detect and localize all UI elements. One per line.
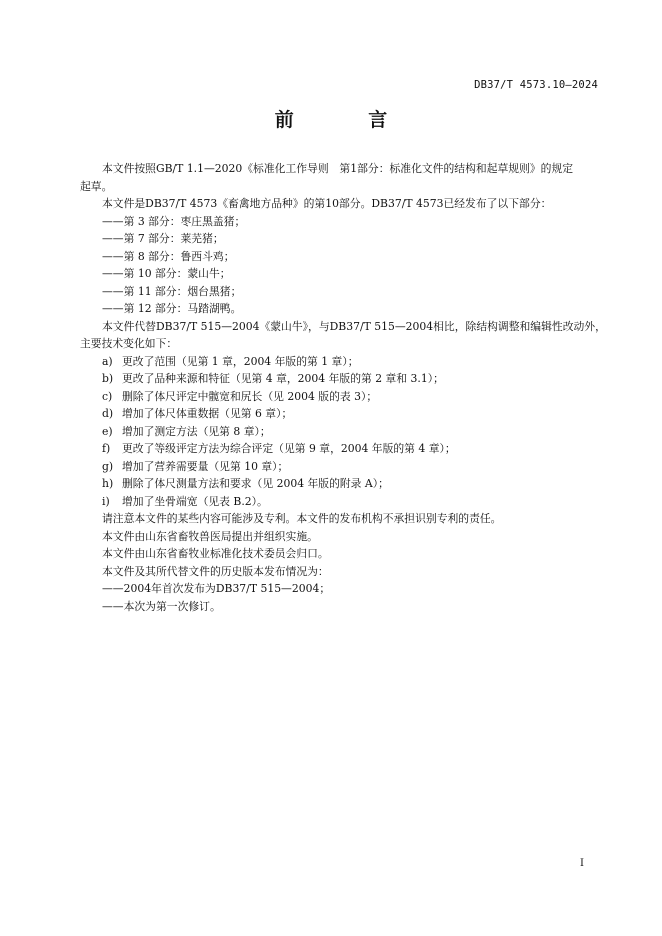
item-label: c) <box>102 389 113 403</box>
item-label: f) <box>102 442 111 455</box>
item-label: a) <box>102 354 113 368</box>
list-item <box>80 440 600 458</box>
published-parts-list <box>80 213 600 318</box>
page-title: 前 言 <box>274 109 422 131</box>
list-item: ——第 7 部分：莱芜猪； <box>102 232 224 245</box>
list-item <box>80 423 600 441</box>
list-item: ——第 3 部分：枣庄黑盖猪； <box>102 214 246 228</box>
paragraph-standard-basis-cont: 起草。 <box>80 179 113 193</box>
list-item <box>80 370 600 388</box>
item-text: 增加了营养需要量（见第 10 章）； <box>122 459 289 473</box>
list-item: ——第 8 部分：鲁西斗鸡； <box>102 249 235 263</box>
paragraph-technical-committee: 本文件由山东省畜牧业标准化技术委员会归口。 <box>102 547 329 560</box>
paragraph-patent-notice: 请注意本文件的某些内容可能涉及专利。本文件的发布机构不承担识别专利的责任。 <box>102 512 502 525</box>
item-label: d) <box>102 407 114 420</box>
technical-changes-list <box>80 353 600 511</box>
list-item: ——第 10 部分：蒙山牛； <box>102 267 231 280</box>
item-text: 更改了范围（见第 1 章，2004 年版的第 1 章）； <box>122 354 359 368</box>
item-text: 增加了测定方法（见第 8 章）； <box>122 424 271 438</box>
list-item <box>80 405 600 423</box>
history-item: ——2004年首次发布为DB37/T 515—2004； <box>102 582 331 595</box>
page-number: I <box>580 858 584 869</box>
item-text: 更改了等级评定方法为综合评定（见第 9 章，2004 年版的第 4 章）； <box>122 442 456 455</box>
document-number: DB37/T 4573.10—2024 <box>474 79 598 91</box>
paragraph-history-intro: 本文件及其所代替文件的历史版本发布情况为： <box>102 564 329 578</box>
list-item: ——第 11 部分：烟台黑猪； <box>102 284 242 298</box>
item-label: i) <box>102 494 110 508</box>
paragraph-replacement: 本文件代替DB37/T 515—2004《蒙山牛》，与DB37/T 515—2004相比，除结构调整和编辑性改动外， <box>102 319 606 333</box>
list-item <box>80 475 600 493</box>
item-label: e) <box>102 424 113 438</box>
list-item: ——第 12 部分：马踏湖鸭。 <box>102 302 242 315</box>
item-text: 更改了品种来源和特征（见第 4 章，2004 年版的第 2 章和 3.1）； <box>122 372 444 385</box>
item-text: 删除了体尺评定中髋宽和尻长（见 2004 版的表 3）； <box>122 389 378 403</box>
paragraph-series-intro: 本文件是DB37/T 4573《畜禽地方品种》的第10部分。DB37/T 4573已经发布了以下部分： <box>102 197 552 210</box>
list-item <box>80 458 600 476</box>
item-text: 增加了体尺体重数据（见第 6 章）； <box>122 407 293 420</box>
list-item <box>80 353 600 371</box>
item-text: 增加了坐骨端宽（见表 B.2）。 <box>122 494 268 508</box>
item-text: 删除了体尺测量方法和要求（见 2004 年版的附录 A）； <box>122 477 389 490</box>
list-item <box>80 493 600 511</box>
item-label: g) <box>102 459 114 473</box>
history-item: ——本次为第一次修订。 <box>102 599 221 613</box>
paragraph-proposer: 本文件由山东省畜牧兽医局提出并组织实施。 <box>102 529 318 543</box>
paragraph-standard-basis: 本文件按照GB/T 1.1—2020《标准化工作导则 第1部分：标准化文件的结构和起草规则》的规定 <box>102 162 574 175</box>
item-label: b) <box>102 372 114 385</box>
foreword-body <box>80 160 606 615</box>
item-label: h) <box>102 477 114 490</box>
paragraph-replacement-cont: 主要技术变化如下： <box>80 337 178 350</box>
list-item <box>80 388 600 406</box>
